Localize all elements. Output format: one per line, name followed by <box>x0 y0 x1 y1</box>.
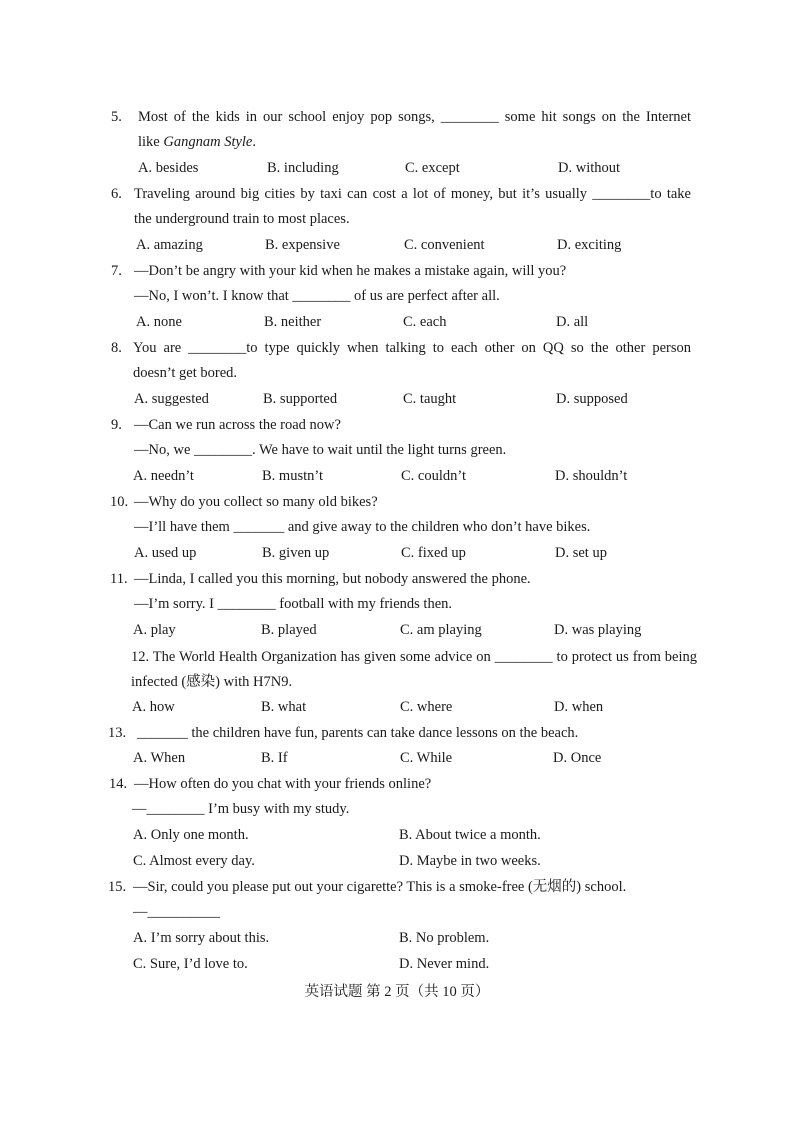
option-a[interactable]: A. When <box>133 750 186 766</box>
question-text-line-1: Traveling around big cities by taxi can cost a lot of money, but it’s usually ________to take <box>134 186 691 202</box>
option-d[interactable]: D. supposed <box>556 391 628 407</box>
question-number: 10. <box>110 494 129 510</box>
option-c[interactable]: C. While <box>400 750 453 766</box>
question-text-line-1: —Don’t be angry with your kid when he makes a mistake again, will you? <box>134 263 567 279</box>
option-d[interactable]: D. Maybe in two weeks. <box>399 853 541 869</box>
option-a[interactable]: A. needn’t <box>133 468 194 484</box>
question-text-line-2: —I’m sorry. I ________ football with my friends then. <box>134 596 453 612</box>
question-text-line-1: —Linda, I called you this morning, but nobody answered the phone. <box>134 571 531 587</box>
option-d[interactable]: D. was playing <box>554 622 642 638</box>
option-d[interactable]: D. set up <box>555 545 607 561</box>
option-c[interactable]: C. convenient <box>404 237 485 253</box>
option-b[interactable]: B. About twice a month. <box>399 827 541 843</box>
option-d[interactable]: D. exciting <box>557 237 622 253</box>
option-b[interactable]: B. expensive <box>265 237 340 253</box>
question-text-line-1: Most of the kids in our school enjoy pop songs, ________ some hit songs on the Internet <box>138 109 691 125</box>
option-b[interactable]: B. including <box>267 160 339 176</box>
option-a[interactable]: A. none <box>136 314 182 330</box>
option-a[interactable]: A. besides <box>138 160 199 176</box>
option-c[interactable]: C. taught <box>403 391 457 407</box>
option-c[interactable]: C. am playing <box>400 622 482 638</box>
option-b[interactable]: B. neither <box>264 314 322 330</box>
question-text-line-1: —Can we run across the road now? <box>134 417 341 433</box>
option-c[interactable]: C. couldn’t <box>401 468 466 484</box>
question-text-line-2-prefix: like <box>138 134 164 150</box>
option-b[interactable]: B. No problem. <box>399 930 490 946</box>
option-d[interactable]: D. Never mind. <box>399 956 490 972</box>
question-text-line-2 <box>138 133 256 151</box>
option-b[interactable]: B. mustn’t <box>262 468 323 484</box>
option-d[interactable]: D. Once <box>553 750 602 766</box>
option-c[interactable]: C. Almost every day. <box>133 853 255 869</box>
question-number: 15. <box>108 879 127 895</box>
option-a[interactable]: A. I’m sorry about this. <box>133 930 270 946</box>
option-b[interactable]: B. played <box>261 622 317 638</box>
option-b[interactable]: B. If <box>261 750 288 766</box>
question-text: The World Health Organization has given some advice on ________ to protect us from being <box>152 649 697 665</box>
option-a[interactable]: A. Only one month. <box>133 827 249 843</box>
question-text-line-1: _______ the children have fun, parents can take dance lessons on the beach. <box>137 725 579 741</box>
option-b[interactable]: B. supported <box>263 391 338 407</box>
question-text-line-2: —No, we ________. We have to wait until the light turns green. <box>134 442 507 458</box>
question-text-line-2: —No, I won’t. I know that ________ of us are perfect after all. <box>134 288 500 304</box>
option-a[interactable]: A. suggested <box>134 391 209 407</box>
question-number: 9. <box>111 417 122 433</box>
question-number: 8. <box>111 340 122 356</box>
question-number: 5. <box>111 109 122 125</box>
question-number: 11. <box>110 571 128 587</box>
question-text-line-2-suffix: . <box>252 134 256 150</box>
option-a[interactable]: A. play <box>133 622 176 638</box>
option-d[interactable]: D. shouldn’t <box>555 468 628 484</box>
question-text-line-1 <box>131 648 697 666</box>
option-c[interactable]: C. fixed up <box>401 545 466 561</box>
question-number: 7. <box>111 263 122 279</box>
question-text-line-2: the underground train to most places. <box>134 211 350 227</box>
question-text-line-2: —I’ll have them _______ and give away to the children who don’t have bikes. <box>134 519 591 535</box>
question-number: 14. <box>109 776 128 792</box>
option-d[interactable]: D. without <box>558 160 621 176</box>
option-c[interactable]: C. except <box>405 160 460 176</box>
option-c[interactable]: C. where <box>400 699 453 715</box>
option-a[interactable]: A. amazing <box>136 237 203 253</box>
option-c[interactable]: C. each <box>403 314 447 330</box>
option-a[interactable]: A. used up <box>134 545 197 561</box>
option-d[interactable]: D. when <box>554 699 604 715</box>
question-text-line-2: infected (感染) with H7N9. <box>131 674 293 690</box>
option-d[interactable]: D. all <box>556 314 589 330</box>
option-b[interactable]: B. given up <box>262 545 330 561</box>
question-text-line-1: —Why do you collect so many old bikes? <box>134 494 378 510</box>
question-text-line-2: doesn’t get bored. <box>133 365 238 381</box>
page-footer: 英语试题 第 2 页（共 10 页） <box>304 984 490 1000</box>
question-text-line-1: —Sir, could you please put out your cigarette? This is a smoke-free (无烟的) school. <box>133 879 627 895</box>
question-text-line-2: —________ I’m busy with my study. <box>132 801 350 817</box>
option-a[interactable]: A. how <box>132 699 175 715</box>
question-text-line-1: —How often do you chat with your friends online? <box>134 776 432 792</box>
song-title: Gangnam Style <box>163 134 253 150</box>
question-number: 13. <box>108 725 127 741</box>
question-text-line-1: You are ________to type quickly when talking to each other on QQ so the other person <box>133 340 691 356</box>
question-text-line-2: —__________ <box>133 904 220 920</box>
option-b[interactable]: B. what <box>261 699 307 715</box>
question-number: 12. <box>131 649 150 665</box>
question-number: 6. <box>111 186 122 202</box>
option-c[interactable]: C. Sure, I’d love to. <box>133 956 248 972</box>
